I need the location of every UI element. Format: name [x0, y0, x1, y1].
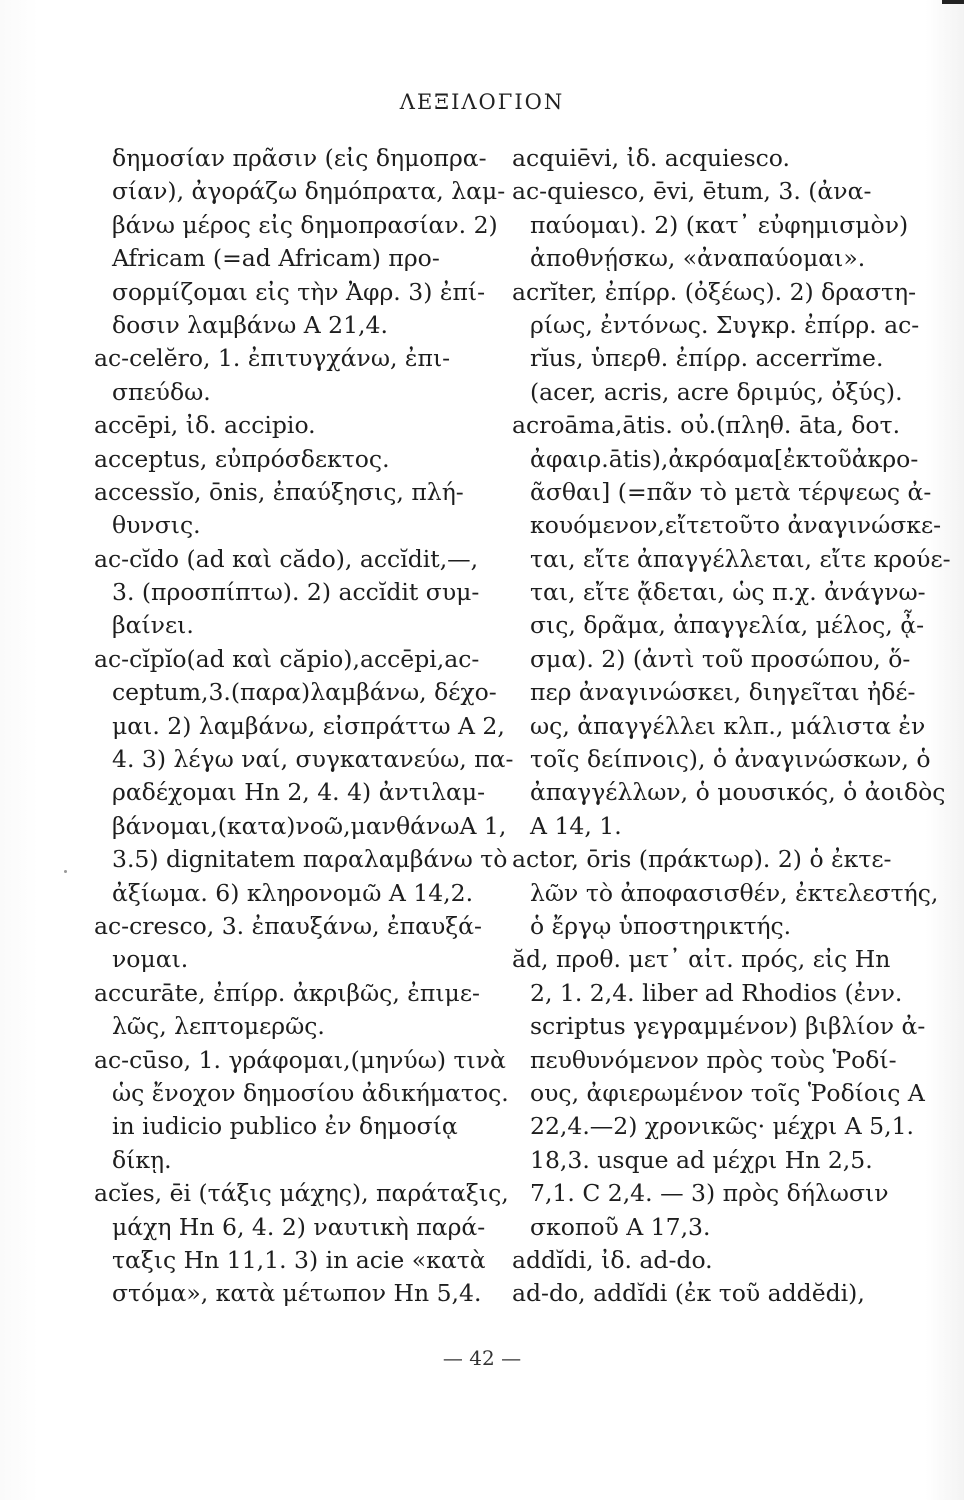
page-number: — 42 —: [442, 1346, 522, 1370]
dictionary-line: μάχη Hn 6, 4. 2) ναυτικὴ παρά-: [112, 1212, 486, 1241]
dictionary-line: A 14, 1.: [530, 811, 622, 840]
dictionary-line: ac-quiesco, ēvi, ētum, 3. (ἀνα-: [512, 177, 872, 206]
dictionary-line: ἀπαγγέλλων, ὁ μουσικός, ὁ ἀοιδὸς: [530, 778, 946, 807]
dictionary-line: ac-cūso, 1. γράφομαι,(μηνύω) τινὰ: [94, 1045, 506, 1074]
dictionary-line: ad-do, addĭdi (ἐκ τοῦ addĕdi),: [512, 1279, 865, 1308]
dictionary-line: δίκῃ.: [112, 1145, 172, 1174]
dictionary-line: ac-cĭpĭo(ad καὶ căpio),accēpi,ac-: [94, 644, 480, 673]
dictionary-line: παύομαι). 2) (κατ᾽ εὐφημισμὸν): [530, 210, 909, 239]
dictionary-line: ἀποθνῄσκω, «ἀναπαύομαι».: [530, 244, 866, 273]
dictionary-line: 3. (προσπίπτω). 2) accĭdit συμ-: [112, 578, 480, 607]
dictionary-line: ται, εἴτε ᾄδεται, ὡς π.χ. ἀνάγνω-: [530, 578, 926, 607]
dictionary-line: ὁ ἔργῳ ὑποστηρικτής.: [530, 911, 792, 940]
dictionary-line: βάνω μέρος εἰς δημοπρασίαν. 2): [112, 210, 498, 239]
dictionary-line: τοῖς δείπνοις), ὁ ἀναγινώσκων, ὁ: [530, 745, 931, 774]
dictionary-line: ται, εἴτε ἀπαγγέλλεται, εἴτε κρούε-: [530, 544, 951, 573]
dictionary-line: θυνσις.: [112, 511, 201, 540]
right-column: [512, 142, 951, 1311]
dictionary-line: scriptus γεγραμμένον) βιβλίον ἀ-: [530, 1012, 926, 1041]
dictionary-line: (acer, acris, acre δριμύς, ὀξύς).: [530, 377, 903, 406]
dictionary-line: 22,4.—2) χρονικῶς· μέχρι A 5,1.: [530, 1112, 915, 1141]
dictionary-line: ceptum,3.(παρα)λαμβάνω, δέχο-: [112, 678, 497, 707]
dictionary-line: accessĭo, ōnis, ἐπαύξησις, πλή-: [94, 477, 464, 506]
dictionary-line: σις, δρᾶμα, ἀπαγγελία, μέλος, ᾆ-: [530, 611, 925, 640]
dictionary-line: actor, ōris (πράκτωρ). 2) ὁ ἐκτε-: [512, 845, 892, 874]
dictionary-line: addĭdi, ἰδ. ad-do.: [512, 1245, 713, 1274]
dictionary-line: acrĭter, ἐπίρρ. (ὀξέως). 2) δραστη-: [512, 277, 917, 306]
left-column: [94, 142, 514, 1311]
dictionary-line: ᾶσθαι] (=πᾶν τὸ μετὰ τέρψεως ἀ-: [530, 477, 932, 506]
margin-dot: [64, 870, 67, 873]
dictionary-line: μαι. 2) λαμβάνω, εἰσπράττω A 2,: [112, 711, 505, 740]
dictionary-line: ἀφαιρ.ātis),ἀκρόαμα[ἐκτοῦἀκρο-: [530, 444, 919, 473]
dictionary-line: σορμίζομαι εἰς τὴν Ἀφρ. 3) ἐπί-: [112, 277, 486, 306]
dictionary-line: λῶν τὸ ἀποφασισθέν, ἐκτελεστής,: [530, 878, 939, 907]
dictionary-line: 18,3. usque ad μέχρι Hn 2,5.: [530, 1145, 873, 1174]
dictionary-line: 2, 1. 2,4. liber ad Rhodios (ἐνν.: [530, 978, 903, 1007]
dictionary-line: στόμα», κατὰ μέτωπον Hn 5,4.: [112, 1279, 482, 1308]
dictionary-line: ρίως, ἐντόνως. Συγκρ. ἐπίρρ. ac-: [530, 310, 920, 339]
dictionary-line: σμα). 2) (ἀντὶ τοῦ προσώπου, ὅ-: [530, 644, 911, 673]
dictionary-line: rĭus, ὑπερθ. ἐπίρρ. accerrĭme.: [530, 344, 884, 373]
dictionary-line: accēpi, ἰδ. accipio.: [94, 411, 316, 440]
dictionary-line: acroāma,ātis. οὐ.(πληθ. āta, δοτ.: [512, 411, 901, 440]
dictionary-line: λῶς, λεπτομερῶς.: [112, 1012, 325, 1041]
dictionary-line: ἀξίωμα. 6) κληρονομῶ A 14,2.: [112, 878, 474, 907]
dictionary-line: accurāte, ἐπίρρ. ἀκριβῶς, ἐπιμε-: [94, 978, 480, 1007]
dictionary-line: κουόμενον,εἴτετοῦτο ἀναγινώσκε-: [530, 511, 942, 540]
dictionary-line: δοσιν λαμβάνω A 21,4.: [112, 310, 388, 339]
dictionary-line: περ ἀναγινώσκει, διηγεῖται ἠδέ-: [530, 678, 916, 707]
dictionary-line: 7,1. C 2,4. — 3) πρὸς δήλωσιν: [530, 1179, 889, 1208]
dictionary-line: acquiēvi, ἰδ. acquiesco.: [512, 144, 791, 172]
dictionary-line: Africam (=ad Africam) προ-: [112, 244, 440, 273]
dictionary-line: ăd, προθ. μετ᾽ αἰτ. πρός, εἰς Hn: [512, 945, 891, 974]
dictionary-line: 3.5) dignitatem παραλαμβάνω τὸ: [112, 845, 508, 874]
dictionary-line: ac-celĕro, 1. ἐπιτυγχάνω, ἐπι-: [94, 344, 451, 373]
dictionary-line: ραδέχομαι Hn 2, 4. 4) ἀντιλαμ-: [112, 778, 486, 807]
dictionary-line: 4. 3) λέγω ναί, συγκατανεύω, πα-: [112, 745, 514, 774]
dictionary-line: in iudicio publico ἐν δημοσίᾳ: [112, 1112, 458, 1141]
dictionary-line: βαίνει.: [112, 611, 194, 640]
dictionary-line: σίαν), ἀγοράζω δημόπρατα, λαμ-: [112, 177, 506, 206]
dictionary-line: πευθυνόμενον πρὸς τοὺς Ῥοδί-: [530, 1045, 897, 1074]
dictionary-line: ταξις Hn 11,1. 3) in acie «κατὰ: [112, 1245, 486, 1274]
dictionary-line: acceptus, εὐπρόσδεκτος.: [94, 444, 390, 473]
scan-corner-mark: [942, 0, 964, 4]
dictionary-line: acĭes, ēi (τάξις μάχης), παράταξις,: [94, 1179, 509, 1208]
dictionary-line: ους, ἀφιερωμένον τοῖς Ῥοδίοις A: [530, 1078, 925, 1107]
dictionary-line: δημοσίαν πρᾶσιν (εἰς δημοπρα-: [112, 144, 487, 172]
dictionary-line: σπεύδω.: [112, 377, 211, 406]
dictionary-line: νομαι.: [112, 945, 189, 974]
dictionary-line: ac-cresco, 3. ἐπαυξάνω, ἐπαυξά-: [94, 911, 482, 940]
dictionary-line: ως, ἀπαγγέλλει κλπ., μάλιστα ἐν: [530, 711, 926, 740]
page-header: ΛΕΞΙΛΟΓΙΟΝ: [399, 90, 565, 114]
dictionary-line: ὡς ἔνοχον δημοσίου ἀδικήματος.: [112, 1078, 509, 1107]
dictionary-line: σκοποῦ A 17,3.: [530, 1212, 711, 1241]
dictionary-line: ac-cĭdo (ad καὶ cădo), accĭdit,—,: [94, 544, 479, 573]
dictionary-line: βάνομαι,(κατα)νοῶ,μανθάνωA 1,: [112, 811, 507, 840]
